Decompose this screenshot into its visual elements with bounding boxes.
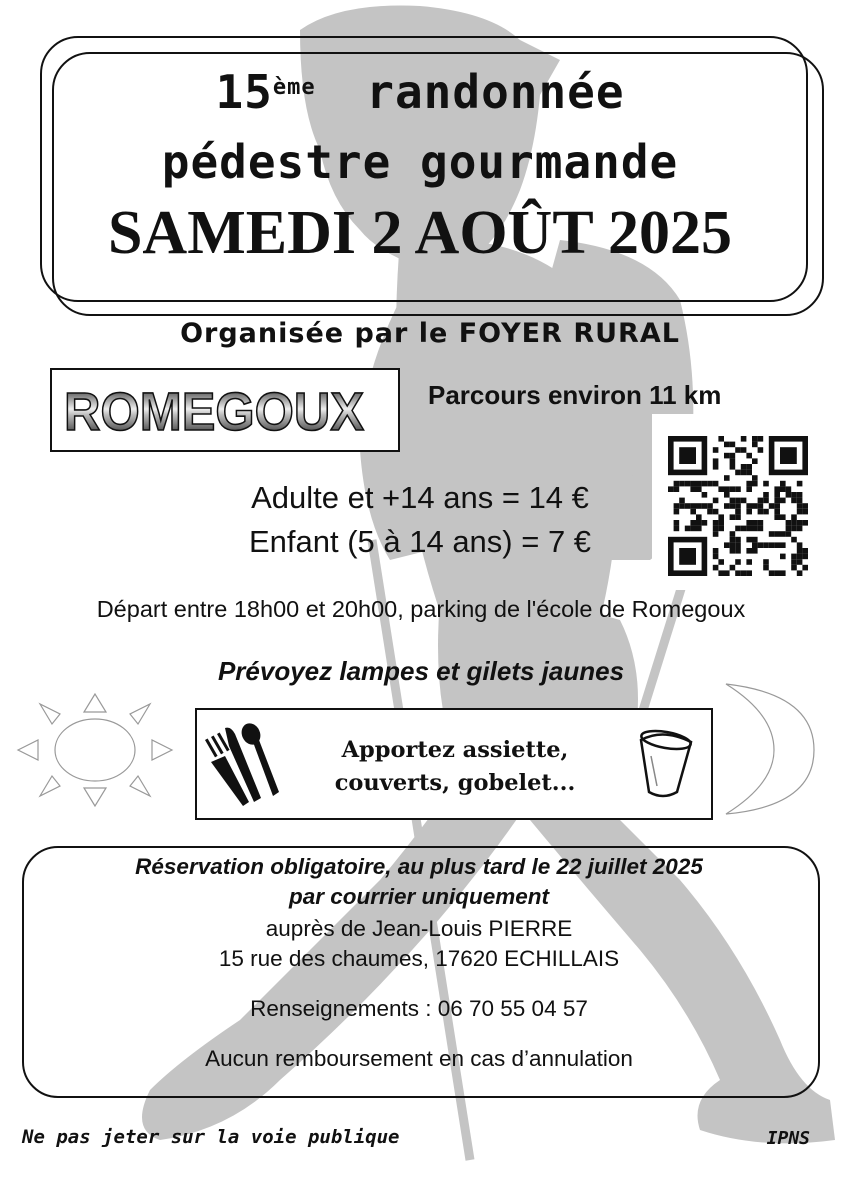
bring-items-box	[195, 708, 713, 820]
title-word: randonnée	[366, 65, 625, 119]
title-number: 15	[215, 65, 273, 119]
moon-icon	[722, 680, 818, 818]
reservation-deadline: Réservation obligatoire, au plus tard le 22 juillet 2025	[135, 854, 703, 879]
reservation-method: par courrier uniquement	[288, 884, 550, 909]
village-box	[50, 368, 400, 452]
bring-line-1: Apportez assiette,	[341, 737, 569, 763]
event-date: SAMEDI 2 AOÛT 2025	[107, 199, 733, 267]
reservation-address: 15 rue des chaumes, 17620 ECHILLAIS	[218, 946, 620, 971]
price-child: Enfant (5 à 14 ans) = 7 €	[248, 524, 592, 559]
title-superscript: ème	[272, 75, 316, 100]
price-adult: Adulte et +14 ans = 14 €	[251, 480, 589, 515]
reservation-contact: auprès de Jean-Louis PIERRE	[265, 916, 573, 941]
village-name: ROMEGOUX	[64, 382, 364, 442]
title-line-1	[60, 62, 780, 122]
organiser-line: Organisée par le FOYER RURAL	[180, 318, 680, 349]
cutlery-icon	[201, 722, 281, 808]
bring-line-2: couverts, gobelet...	[334, 770, 576, 796]
village-wordart	[52, 370, 398, 450]
bring-lights-notice: Prévoyez lampes et gilets jaunes	[217, 656, 625, 686]
sun-icon	[14, 690, 176, 810]
refund-notice: Aucun remboursement en cas d’annulation	[205, 1046, 633, 1071]
title-line-2: pédestre gourmande	[161, 135, 679, 189]
footer-litter-notice: Ne pas jeter sur la voie publique	[22, 1126, 400, 1148]
qr-code-icon	[652, 414, 824, 590]
glass-icon	[633, 726, 699, 800]
distance-text: Parcours environ 11 km	[428, 380, 722, 410]
reservation-phone: Renseignements : 06 70 55 04 57	[250, 996, 588, 1021]
footer-ipns: IPNS	[766, 1128, 810, 1149]
bring-items-text	[283, 734, 627, 800]
qr-code-panel	[652, 414, 824, 590]
departure-info: Départ entre 18h00 et 20h00, parking de l'école de Romegoux	[96, 596, 746, 622]
